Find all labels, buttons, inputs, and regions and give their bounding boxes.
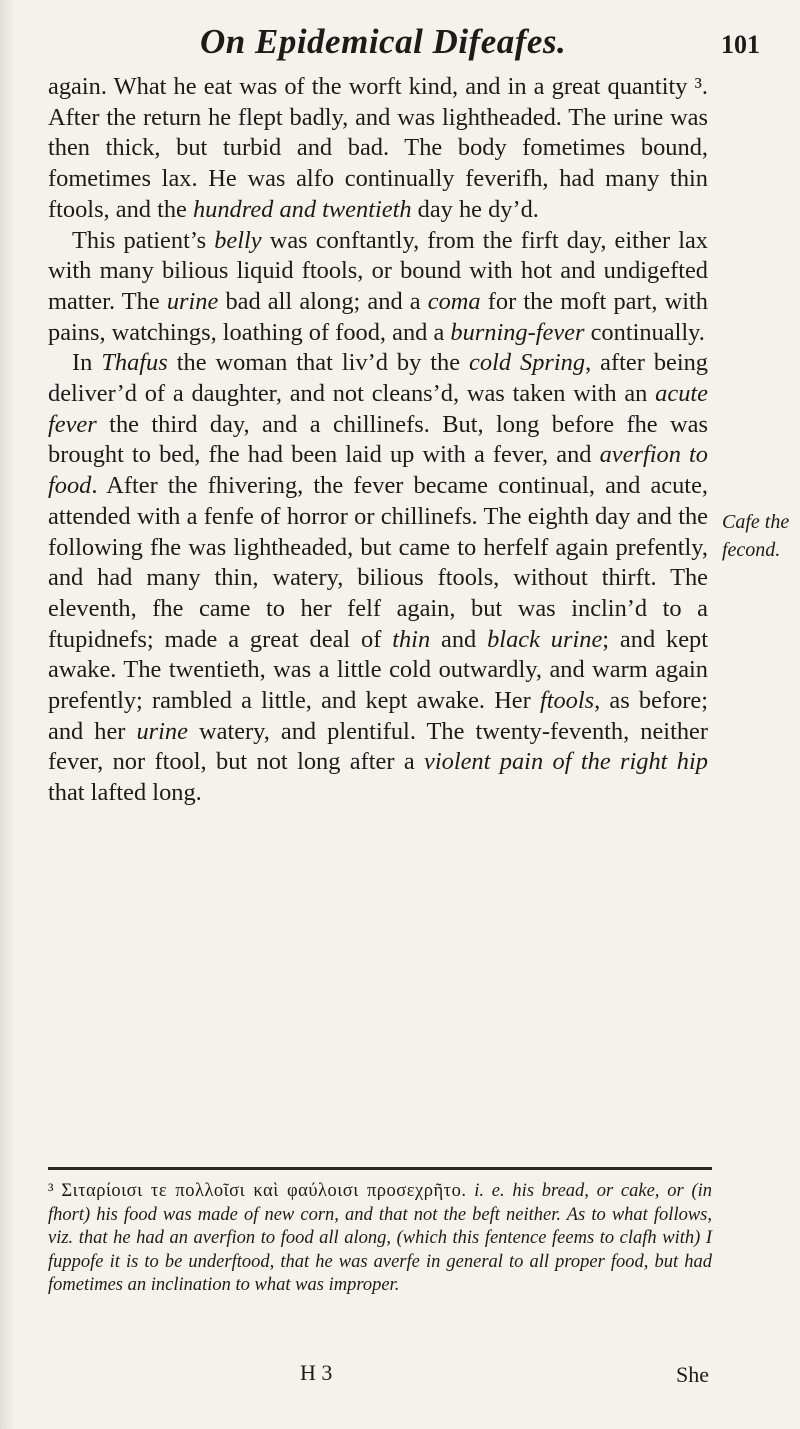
footnote-translation: i. e. his bread, or cake, or (in fhort) his food was made of new corn, and that not the beft neither. As to what follows, viz. that he had an averfion to food all along, (which this fentence feems to clafh with) I fuppofe it is to be underftood, that he was averfe in general to all proper food, but had fometimes an inclination to what was improper. <box>48 1181 713 1296</box>
running-title: On Epidemical Difeafes. <box>200 22 567 61</box>
signature-mark: H 3 <box>300 1360 333 1385</box>
main-text <box>48 72 708 809</box>
marginal-note: Cafe the fecond. <box>722 511 790 561</box>
running-header <box>200 22 760 68</box>
footnote-greek: Σιταρίοισι τε πολλοῖσι καὶ φαύλοισι προσεχρῆτο. <box>61 1181 467 1201</box>
page-edge-shadow <box>0 0 14 1429</box>
paragraph-3: In Thafus the woman that liv’d by the cold Spring, after being deliver’d of a daughter, and not cleans’d, was taken with an acute fever the third day, and a chillinefs. But, long before fhe was brought to bed, fhe had been laid up with a fever, and averfion to food. After the fhivering, the fever became continual, and acute, attended with a fenfe of horror or chillinefs. The eighth day and the following fhe was lightheaded, but came to herfelf again prefently, and had many thin, watery, bilious ftools, without thirft. The eleventh, fhe came to her felf again, but was inclin’d to a ftupidnefs; made a great deal of thin and black urine; and kept awake. The twentieth, was a little cold outwardly, and warm again prefently; rambled a little, and kept awake. Her ftools, as before; and her urine watery, and plentiful. The twenty-feventh, neither fever, nor ftool, but not long after a violent pain of the right hip that lafted long. <box>48 349 709 807</box>
paragraph-1: again. What he eat was of the worft kind, and in a great quantity ³. After the return he flept badly, and was lightheaded. The urine was then thick, but turbid and bad. The body fometimes bound, fometimes lax. He was alfo continually feverifh, had many thin ftools, and the hundred and twentieth day he dy’d. <box>48 73 708 223</box>
paragraph-2: This patient’s belly was conftantly, from the firft day, either lax with many bilious liquid ftools, or bound with hot and undigefted matter. The urine bad all along; and a coma for the moft part, with pains, watchings, loathing of food, and a burning-fever continually. <box>48 226 708 346</box>
footnote-marker: ³ <box>48 1181 54 1201</box>
footnote-rule <box>48 1167 712 1170</box>
footnote <box>48 1180 712 1298</box>
page-number: 101 <box>721 30 760 59</box>
catchword: She <box>676 1362 709 1387</box>
